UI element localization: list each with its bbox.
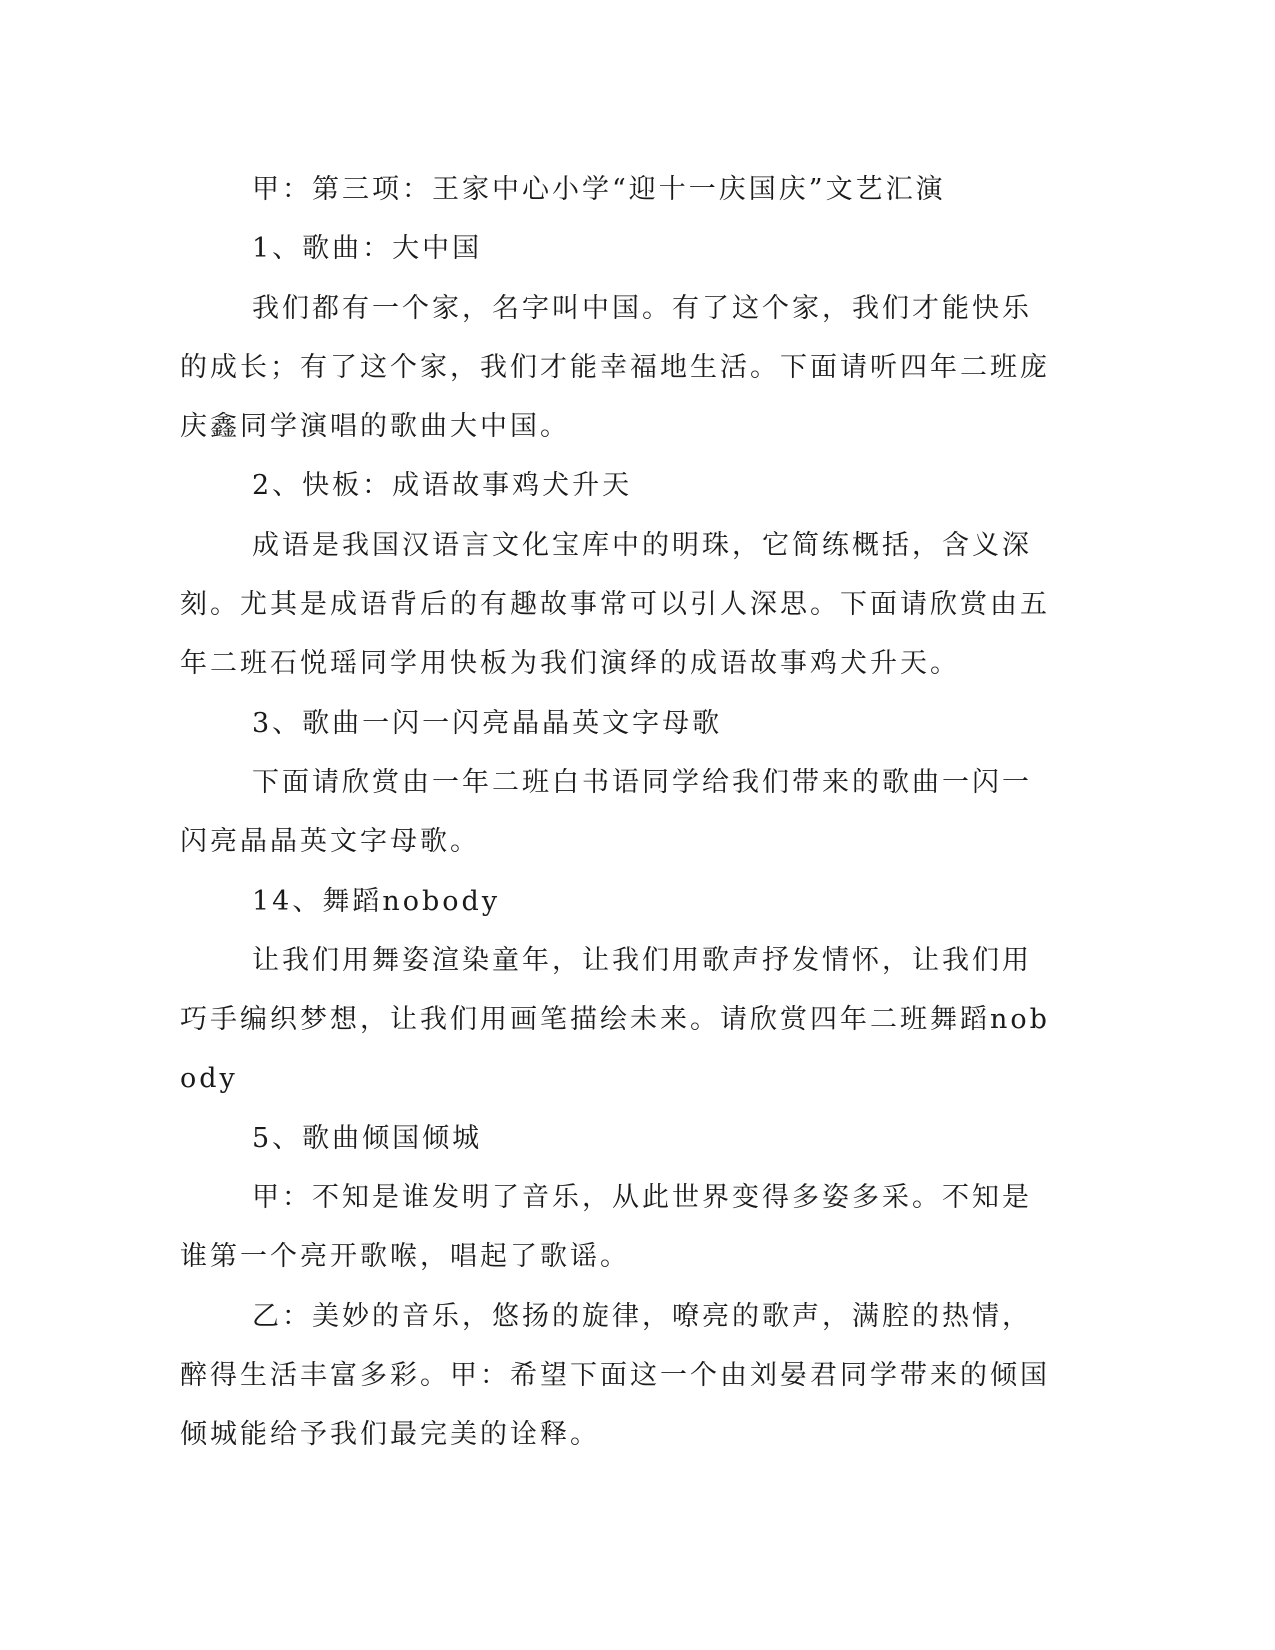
paragraph-item-1-heading: 1、歌曲：大中国	[252, 233, 483, 265]
paragraph-host-a-line: 甲：不知是谁发明了音乐，从此世界变得多姿多采。不知是谁第一个亮开歌喉，唱起了歌谣。	[180, 1182, 1032, 1273]
paragraph-item-3-intro: 下面请欣赏由一年二班白书语同学给我们带来的歌曲一闪一闪亮晶晶英文字母歌。	[180, 766, 1032, 858]
paragraph-item-3-heading: 3、歌曲一闪一闪亮晶晶英文字母歌	[252, 707, 723, 739]
document-body	[180, 160, 1060, 1465]
paragraph-item-2-intro: 成语是我国汉语言文化宝库中的明珠，它简练概括，含义深刻。尤其是成语背后的有趣故事常可以引人深思。下面请欣赏由五年二班石悦瑶同学用快板为我们演绎的成语故事鸡犬升天。	[180, 529, 1050, 680]
paragraph-program-title: 甲：第三项：王家中心小学“迎十一庆国庆”文艺汇演	[252, 174, 946, 205]
paragraph-item-14-heading: 14、舞蹈nobody	[252, 885, 501, 917]
paragraph-host-b-line: 乙：美妙的音乐，悠扬的旋律，嘹亮的歌声，满腔的热情，醉得生活丰富多彩。甲：希望下面这一个由刘晏君同学带来的倾国倾城能给予我们最完美的诠释。	[180, 1300, 1050, 1451]
paragraph-item-2-heading: 2、快板：成语故事鸡犬升天	[252, 470, 633, 502]
paragraph-item-1-intro: 我们都有一个家，名字叫中国。有了这个家，我们才能快乐的成长；有了这个家，我们才能幸福地生活。下面请听四年二班庞庆鑫同学演唱的歌曲大中国。	[180, 292, 1050, 443]
paragraph-item-5-heading: 5、歌曲倾国倾城	[252, 1122, 483, 1154]
paragraph-item-14-intro: 让我们用舞姿渲染童年，让我们用歌声抒发情怀，让我们用巧手编织梦想，让我们用画笔描绘未来。请欣赏四年二班舞蹈nobody	[180, 944, 1050, 1095]
